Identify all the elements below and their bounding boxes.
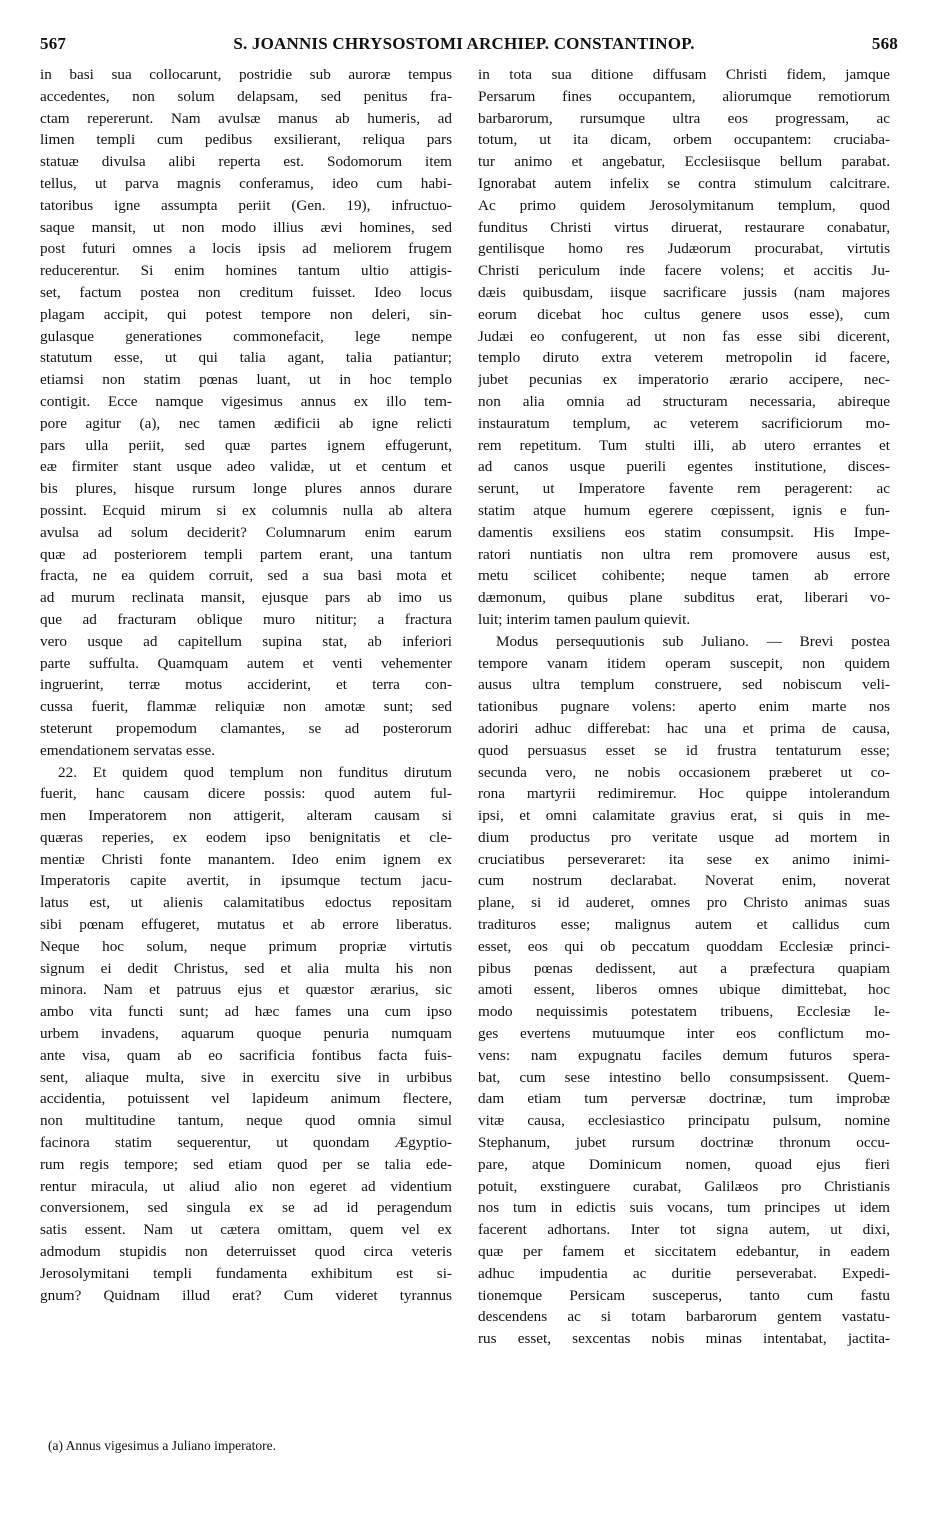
footnote: (a) Annus vigesimus a Juliano imperatore.: [48, 1438, 276, 1453]
text-line: que ad fracturam oblique muro nititur; a fractura: [40, 610, 452, 628]
text-line: facerent adhortans. Inter tot signa autem, ut dixi,: [478, 1221, 890, 1239]
text-line: cussa fuerit, flammæ reliquiæ non amotæ sunt; sed: [40, 698, 452, 716]
running-title: S. JOANNIS CHRYSOSTOMI ARCHIEP. CONSTANTINOP.: [233, 34, 695, 53]
text-line: metu scilicet cohibente; neque tamen ab errore: [478, 567, 890, 585]
text-line: Christi periculum inde facere volens; et accitis Ju-: [478, 262, 890, 280]
text-line: ausus ultra templum construere, sed nobiscum veli-: [478, 676, 890, 694]
text-line: men Imperatorem non attigerit, alteram causam si: [40, 807, 452, 825]
text-line: ad canos usque puerili egentes institutione, disces-: [478, 458, 890, 476]
text-line: non multitudine tantum, neque quod omnia simul: [40, 1112, 452, 1130]
text-line: secunda vero, ne nobis occasionem præberet ut co-: [478, 763, 890, 781]
text-line: Jerosolymitani templi fundamenta exhibitum est si-: [40, 1264, 452, 1282]
text-line: modo nequissimis potestatem tribuens, Ecclesiæ le-: [478, 1003, 890, 1021]
text-line: statutum esse, ut qui talia agant, talia patiantur;: [40, 349, 452, 367]
text-line: barbarorum, rursumque ultra eos progressam, ac: [478, 109, 890, 127]
text-line: parte suffulta. Quamquam autem et venti vehementer: [40, 654, 452, 672]
text-line: Neque hoc solum, neque primum propriæ virtutis: [40, 937, 452, 955]
text-line: tationibus pugnare volens: aperto enim marte nos: [478, 698, 890, 716]
text-line: jubet pecunias ex imperatorio ærario accipere, nec-: [478, 371, 890, 389]
text-line: steterunt propemodum clamantes, se ad posterorum: [40, 719, 452, 737]
text-line: quæras reperies, ex eodem ipso benignitatis et cle-: [40, 828, 452, 846]
text-line: satis essent. Nam ut cætera omittam, quem vel ex: [40, 1221, 452, 1239]
text-line: facinora statim sequerentur, ut quondam Ægyptio-: [40, 1134, 452, 1152]
text-line: non alia omnia ad structuram necessaria, abireque: [478, 392, 890, 410]
text-line: tempore vanam itidem operam suscepit, non quidem: [478, 654, 890, 672]
text-line: funditus Christi virtus diruerat, restaurare conabatur,: [478, 218, 890, 236]
text-line: Ignorabat autem infelix se contra stimulum calcitrare.: [478, 174, 890, 192]
text-line: Ac primo quidem Jerosolymitanum templum, quod: [478, 196, 890, 214]
text-line: emendationem servatas esse.: [40, 741, 216, 759]
text-line: damentis exsiliens eos statim consumpsit. His Impe-: [478, 523, 890, 541]
text-line: mentiæ Christi fonte manantem. Ideo enim ignem ex: [40, 850, 452, 868]
text-line: ges evertens mutuumque inter eos conflictum mo-: [478, 1025, 890, 1043]
text-line: ingruerint, terræ motus acciderint, et terra con-: [40, 676, 452, 694]
text-line: plane, si id auderet, omnes pro Christo animas suas: [478, 894, 890, 912]
text-line: nos tum in edictis suis vocans, tum principes ut idem: [478, 1199, 890, 1217]
text-line: Judæi eo confugerent, ut non fas esse sibi dicerent,: [478, 327, 890, 345]
text-line: dæis quibusdam, iisque sacrificare jussis (nam majores: [478, 283, 890, 301]
text-line: gentilisque homo res Judæorum procurabat, virtutis: [478, 240, 890, 258]
text-line: vitæ causa, ecclesiastico principatu pulsum, nomine: [478, 1112, 890, 1130]
text-line: esset, eos qui ob peccatum quoddam Ecclesiæ princi-: [478, 937, 890, 955]
text-line: Stephanum, jubet rursum doctrinæ thronum occu-: [478, 1134, 890, 1152]
text-line: serunt, ut Imperatore favente rem peragerent: ac: [478, 480, 890, 498]
text-line: Imperatoris capite avertit, in ipsumque tectum jacu-: [40, 872, 452, 890]
text-line: quæ per famem et siccitatem edebantur, in eadem: [478, 1243, 890, 1261]
text-line: set, factum postea non creditum fuisset. Ideo locus: [40, 283, 452, 301]
text-line: statuæ divulsa alibi reperta est. Sodomorum item: [40, 153, 452, 171]
text-line: conversionem, sed singula ex se ad id peragendum: [40, 1199, 452, 1217]
text-line: dæmonum, quibus plane subditus erat, liberari vo-: [478, 589, 890, 607]
text-line: rum regis tempore; sed etiam quod per se talia ede-: [40, 1155, 452, 1173]
text-line: rona martyrii redimiremur. Hoc quippe intolerandum: [478, 785, 890, 803]
text-line: templo diruto extra veterem metropolin id facere,: [478, 349, 890, 367]
text-line: luit; interim tamen paulum quievit.: [478, 610, 691, 628]
text-line: minora. Nam et patruus ejus et quæstor ærarius, sic: [40, 981, 452, 999]
text-line: sent, aliaque multa, sive in exercitu sive in urbibus: [40, 1068, 452, 1086]
text-line: post futuri omnes a locis ipsis ad meliorem frugem: [40, 240, 452, 258]
text-line: bis plures, hisque rursum longe plures annos durare: [40, 480, 452, 498]
text-line: rem repetitum. Tum stulti illi, ab utero errantes et: [478, 436, 890, 454]
text-line: instauratum templum, ac veterem sacrificiorum mo-: [478, 414, 890, 432]
text-line: totum, ut ita dicam, orbem occupantem: cruciaba-: [478, 131, 890, 149]
text-line: in tota sua ditione diffusam Christi fidem, jamque: [478, 66, 890, 83]
text-line: potuit, exstinguere curabat, Galilæos pro Christianis: [478, 1177, 890, 1195]
text-line: accidentia, potuissent vel lapideum animum flectere,: [40, 1090, 452, 1108]
text-line: statim atque humum egerere cœpissent, ignis e fun-: [478, 501, 890, 519]
text-line: vero usque ad capitellum supina stat, ab inferiori: [40, 632, 452, 650]
page-header: [30, 34, 898, 60]
text-line: pore agitur (a), nec tamen ædificii ab igne relicti: [40, 414, 452, 432]
text-line: descendens ac si totam barbarorum gentem vastatu-: [478, 1308, 890, 1326]
text-line: pibus pœnas dedissent, aut a præfectura quapiam: [478, 959, 890, 977]
text-line: possint. Ecquid mirum si ex columnis nulla ab altera: [40, 501, 452, 519]
text-line: contigit. Ecce namque vigesimus annus ex illo tem-: [40, 392, 452, 410]
text-line: adhuc impudentia ac duritie perseverabat. Expedi-: [478, 1264, 890, 1282]
text-line: accedentes, non solum delapsam, sed penitus fra-: [40, 87, 452, 105]
text-line: fracta, ne ea quidem corruit, sed a sua basi mota et: [40, 567, 452, 585]
text-line: dium productus pro veritate usque ad mortem in: [478, 828, 890, 846]
text-line: ante visa, quam ab eo sacrificia fontibus facta fuis-: [40, 1046, 452, 1064]
text-line: quod persuasus esset se id frustra tentaturum esse;: [478, 741, 890, 759]
text-line: ad murum reclinata mansit, ejusque pars ab imo us: [40, 589, 452, 607]
text-line: saque mansit, ut non modo illius ævi homines, sed: [40, 218, 452, 236]
text-line: tellus, ut parva magnis conferamus, ideo cum habi-: [40, 174, 452, 192]
text-line: Persarum fines occupantem, aliorumque remotiorum: [478, 87, 890, 105]
text-line: adoriri adhuc differebat: hac una et prima de causa,: [478, 719, 890, 737]
text-line: Modus persequutionis sub Juliano. — Brevi postea: [496, 632, 890, 650]
text-line: 22. Et quidem quod templum non funditus dirutum: [58, 763, 452, 781]
text-line: latus est, ut alienis calamitatibus edoctus repositam: [40, 894, 452, 912]
text-line: plagam accipit, qui potest tempore non deleri, sin-: [40, 305, 452, 323]
text-line: signum ei dedit Christus, sed et alia multa his non: [40, 959, 452, 977]
right-text-column: [478, 64, 890, 1350]
text-line: ctam repererunt. Nam avulsæ manus ab humeris, ad: [40, 109, 452, 127]
text-line: ambo vita functi sunt; ad hæc fames una cum ipso: [40, 1003, 452, 1021]
text-line: sibi pœnam effugeret, mutatus et ab errore liberatus.: [40, 916, 452, 934]
right-page-number: 568: [871, 34, 898, 53]
text-line: tatoribus igne assumpta periit (Gen. 19), infructuo-: [40, 196, 452, 214]
text-line: etiamsi non statim pœnas luant, ut in hoc templo: [40, 371, 452, 389]
text-line: pars ulla periit, sed quæ partes ignem effugerunt,: [40, 436, 452, 454]
text-line: fuerit, hanc causam dicere possis: quod autem ful-: [40, 785, 452, 803]
text-line: vens: nam expugnatu faciles demum futuros spera-: [478, 1046, 890, 1064]
left-text-column: [40, 64, 452, 1306]
text-line: rentur miracula, ut aliud alio non egeret ad videntium: [40, 1177, 452, 1195]
text-line: ratori nuntiatis non ultra rem promovere ausus est,: [478, 545, 890, 563]
left-page-number: 567: [40, 34, 67, 53]
text-line: reducerentur. Si enim homines tantum ultio attigis-: [40, 262, 452, 280]
text-line: cum nostrum declarabat. Noverat enim, noverat: [478, 872, 890, 890]
text-line: dam etiam tum perversæ doctrinæ, tum improbæ: [478, 1090, 890, 1108]
text-line: limen templi cum pedibus exsilierant, reliqua pars: [40, 131, 452, 149]
text-line: gnum? Quidnam illud erat? Cum videret tyrannus: [40, 1286, 452, 1304]
text-line: pare, atque Dominicum nomen, quoad ejus fieri: [478, 1155, 890, 1173]
text-line: in basi sua collocarunt, postridie sub auroræ tempus: [40, 66, 452, 83]
text-line: eæ firmiter stant usque adeo validæ, ut et centum et: [40, 458, 452, 476]
text-line: amoti essent, liberos omnes ubique dimittebat, hoc: [478, 981, 890, 999]
text-line: avulsa ad solum deciderit? Columnarum enim earum: [40, 523, 452, 541]
text-line: tradituros esse; malignus autem et callidus cum: [478, 916, 890, 934]
text-line: urbem invadens, aquarum quoque penuria numquam: [40, 1025, 452, 1043]
text-line: bat, cum sese intestino bello consumpsissent. Quem-: [478, 1068, 890, 1086]
text-line: admodum stupidis non deterruisset quod circa veteris: [40, 1243, 452, 1261]
text-line: ipsi, et omni calamitate gravius erat, si quis in me-: [478, 807, 890, 825]
text-line: rus esset, sexcentas nobis minas intentabat, jactita-: [478, 1330, 890, 1348]
text-line: quæ ad posteriorem templi partem erant, una tantum: [40, 545, 452, 563]
text-line: tur animo et angebatur, Ecclesiisque bellum parabat.: [478, 153, 890, 171]
text-line: tionemque Persicam susceperus, tanto cum fastu: [478, 1286, 890, 1304]
text-line: gulasque generationes commonefacit, lege nempe: [40, 327, 452, 345]
text-line: cruciatibus perseveraret: ita sese ex animo inimi-: [478, 850, 890, 868]
text-line: eorum dicebat hoc cultus genere usos esse), cum: [478, 305, 890, 323]
